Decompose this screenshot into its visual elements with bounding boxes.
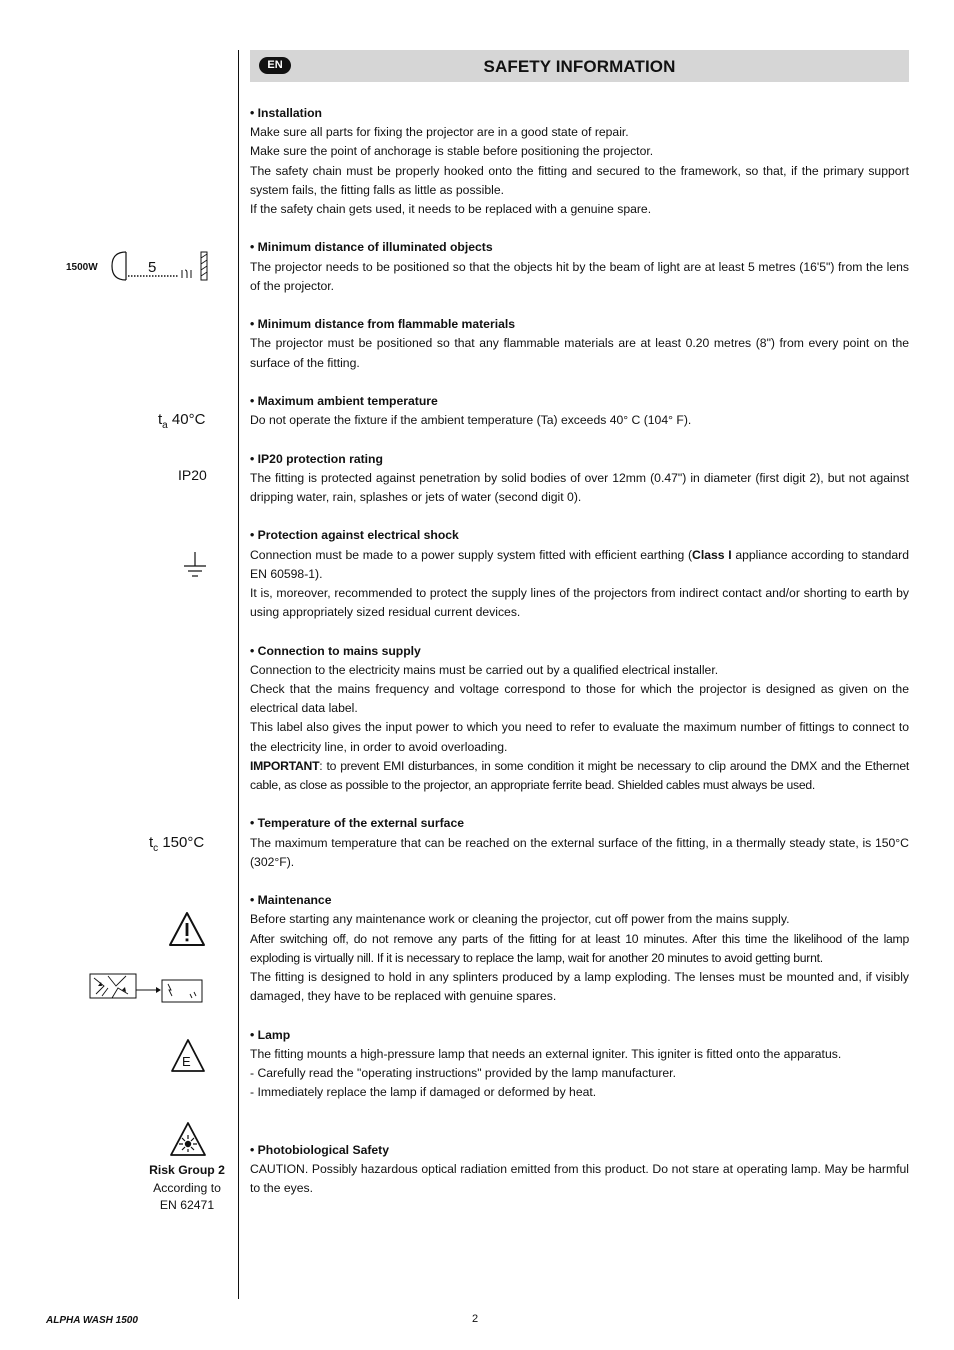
section-title: • Maintenance — [250, 893, 332, 908]
class-i-bold: Class I — [692, 547, 732, 562]
section-installation — [250, 104, 909, 219]
section-lamp — [250, 1026, 909, 1103]
ta-subscript: a — [162, 420, 168, 431]
section-header — [250, 50, 909, 82]
paragraph: Before starting any maintenance work or cleaning the projector, cut off power from the mains supply. — [250, 912, 790, 927]
lamp-e-letter: E — [182, 1054, 191, 1069]
paragraph: The fitting is protected against penetration by solid bodies of over 12mm (0.47") in diameter (first digit 2), but not against dripping water, rain, splashes or jets of water (second digit 0). — [250, 470, 909, 504]
tc-symbol: t — [149, 834, 154, 851]
paragraph: - Immediately replace the lamp if damaged or deformed by heat. — [250, 1085, 597, 1100]
paragraph: The maximum temperature that can be reached on the external surface of the fitting, in a thermally steady state, is 150°C (302°F). — [250, 835, 909, 869]
section-max-ambient-temperature — [250, 392, 909, 430]
paragraph: After switching off, do not remove any parts of the fitting for at least 10 minutes. After this time the likelihood of the lamp exploding is virtually nill. If it is necessary to replace the lamp, wait for another 20 minutes to avoid getting burnt. — [250, 931, 909, 965]
paragraph: Do not operate the fixture if the ambient temperature (Ta) exceeds 40° C (104° F). — [250, 413, 692, 428]
warning-triangle-icon — [168, 910, 206, 953]
main-content — [250, 104, 909, 1218]
ambient-temperature-label — [158, 411, 205, 431]
language-badge: EN — [259, 57, 291, 74]
paragraph: Connection to the electricity mains must be carried out by a qualified electrical installer. — [250, 662, 719, 677]
vertical-divider — [238, 50, 239, 1299]
important-bold: IMPORTANT — [250, 758, 320, 773]
footer-product-name: ALPHA WASH 1500 — [46, 1315, 138, 1326]
paragraph — [250, 546, 909, 584]
page-title: SAFETY INFORMATION — [483, 57, 676, 76]
paragraph: CAUTION. Possibly hazardous optical radiation emitted from this product. Do not stare at operating lamp. May be harmful to the eyes. — [250, 1162, 909, 1196]
section-title: • IP20 protection rating — [250, 451, 383, 466]
ip-rating-label: IP20 — [178, 467, 207, 483]
tc-value: 150°C — [162, 834, 205, 851]
section-title: • Maximum ambient temperature — [250, 394, 438, 408]
earth-ground-icon — [182, 552, 208, 585]
section-title: • Temperature of the external surface — [250, 816, 465, 831]
optical-radiation-icon — [169, 1120, 207, 1163]
page-number: 2 — [472, 1313, 479, 1325]
paragraph: The fitting mounts a high-pressure lamp that needs an external igniter. This igniter is fitted onto the apparatus. — [250, 1046, 842, 1061]
paragraph: Make sure all parts for fixing the projector are in a good state of repair. — [250, 125, 629, 140]
power-label: 1500W — [66, 262, 98, 273]
paragraph: It is, moreover, recommended to protect the supply lines of the projectors from indirect contact and/or shorting to earth by using appropriately sized residual current devices. — [250, 586, 909, 620]
section-title: • Lamp — [250, 1027, 291, 1042]
section-photobiological-safety — [250, 1141, 909, 1199]
paragraph: The projector must be positioned so that any flammable materials are at least 0.20 metres (8") from every point on the surface of the fitting. — [250, 336, 909, 370]
paragraph: The fitting is designed to hold in any splinters produced by a lamp exploding. The lenses must be mounted and, if visibly damaged, they have to be replaced with genuine spares. — [250, 970, 909, 1004]
section-surface-temperature — [250, 814, 909, 872]
section-min-flammable — [250, 315, 909, 373]
paragraph — [250, 757, 909, 795]
paragraph: Make sure the point of anchorage is stable before positioning the projector. — [250, 144, 654, 159]
section-maintenance — [250, 891, 909, 1006]
risk-group-according: According to — [153, 1180, 221, 1195]
paragraph: The projector needs to be positioned so that the objects hit by the beam of light are at least 5 metres (16'5") from the lens of the projector. — [250, 259, 909, 293]
text-run: Connection must be made to a power supply system fitted with efficient earthing ( — [250, 547, 693, 562]
section-title: • Protection against electrical shock — [250, 528, 459, 543]
risk-group-standard: EN 62471 — [159, 1198, 215, 1212]
text-run: : to prevent EMI disturbances, in some condition it might be necessary to clip around the DMX and the Ethernet cable, as close as possible to the projector, an appropriate ferrite bead. Shielded cables must always be used. — [250, 758, 909, 793]
section-title: • Installation — [250, 106, 322, 120]
ta-value: 40°C — [171, 411, 206, 428]
section-electrical-shock — [250, 526, 909, 622]
risk-group-title: Risk Group 2 — [149, 1163, 225, 1177]
distance-value: 5 — [148, 259, 157, 276]
section-title: • Connection to mains supply — [250, 643, 421, 658]
surface-temperature-label — [149, 834, 204, 854]
section-min-illuminated — [250, 238, 909, 296]
section-title: • Minimum distance from flammable materials — [250, 317, 516, 332]
text-run: appliance according to standard EN 60598-1). — [250, 547, 909, 581]
paragraph: The safety chain must be properly hooked onto the fitting and secured to the framework, so that, if the primary support system fails, the fitting falls as little as possible. — [250, 163, 909, 197]
paragraph: - Carefully read the "operating instructions" provided by the lamp manufacturer. — [250, 1066, 676, 1081]
paragraph: Check that the mains frequency and voltage correspond to those for which the projector is designed as given on the electrical data label. — [250, 682, 909, 716]
section-title: • Minimum distance of illuminated objects — [250, 240, 493, 255]
section-mains-supply — [250, 642, 909, 796]
section-title: • Photobiological Safety — [250, 1142, 390, 1157]
spacer — [250, 1122, 909, 1141]
paragraph: If the safety chain gets used, it needs to be replaced with a genuine spare. — [250, 202, 652, 217]
risk-group-label — [140, 1162, 234, 1215]
min-distance-icon — [108, 248, 212, 289]
section-ip20 — [250, 450, 909, 508]
paragraph: This label also gives the input power to which you need to refer to evaluate the maximum number of fittings to connect to the electricity line, in order to avoid overloading. — [250, 720, 909, 754]
tc-subscript: c — [153, 843, 159, 854]
ta-symbol: t — [158, 411, 163, 428]
lamp-shield-icon — [88, 970, 208, 1009]
